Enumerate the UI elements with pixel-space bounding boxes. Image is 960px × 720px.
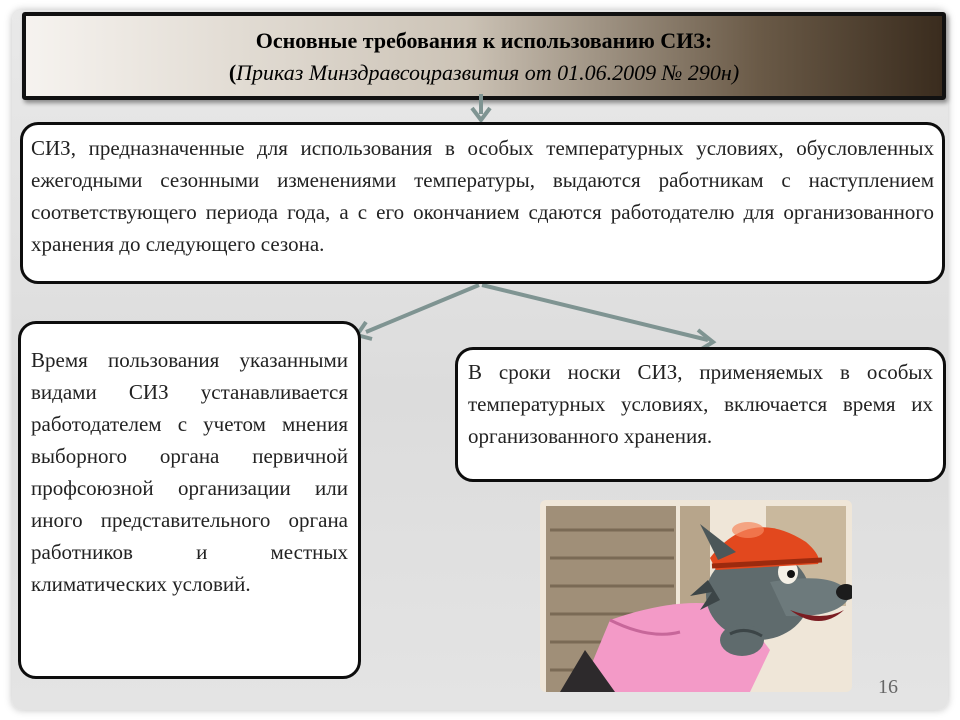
slide-title: Основные требования к использованию СИЗ: bbox=[255, 28, 713, 53]
right-text-box: В сроки носки СИЗ, применяемых в особых температурных условиях, включается время их организованного хранения. bbox=[455, 347, 946, 482]
arrow-main-to-left bbox=[366, 285, 479, 332]
arrow-main-to-right bbox=[482, 285, 708, 340]
cartoon-wolf-image bbox=[540, 500, 852, 692]
left-text-box: Время пользования указанными видами СИЗ устанавливается работодателем с учетом мнения выборного органа первичной профсоюзной организации или иного представительного органа работников и местных климатических условий. bbox=[18, 321, 361, 679]
main-text-box: СИЗ, предназначенные для использования в особых температурных условиях, обусловленных ежегодными сезонными изменениями температуры, выдаются работникам с наступлением соответствующего периода года, а с его окончанием сдаются работодателю для организованного хранения до следующего сезона. bbox=[20, 122, 945, 284]
subtitle-text: Приказ Минздравсоцразвития от 01.06.2009 № 290н) bbox=[236, 60, 740, 85]
page-number: 16 bbox=[878, 676, 898, 698]
subtitle-paren: ( bbox=[228, 60, 237, 85]
